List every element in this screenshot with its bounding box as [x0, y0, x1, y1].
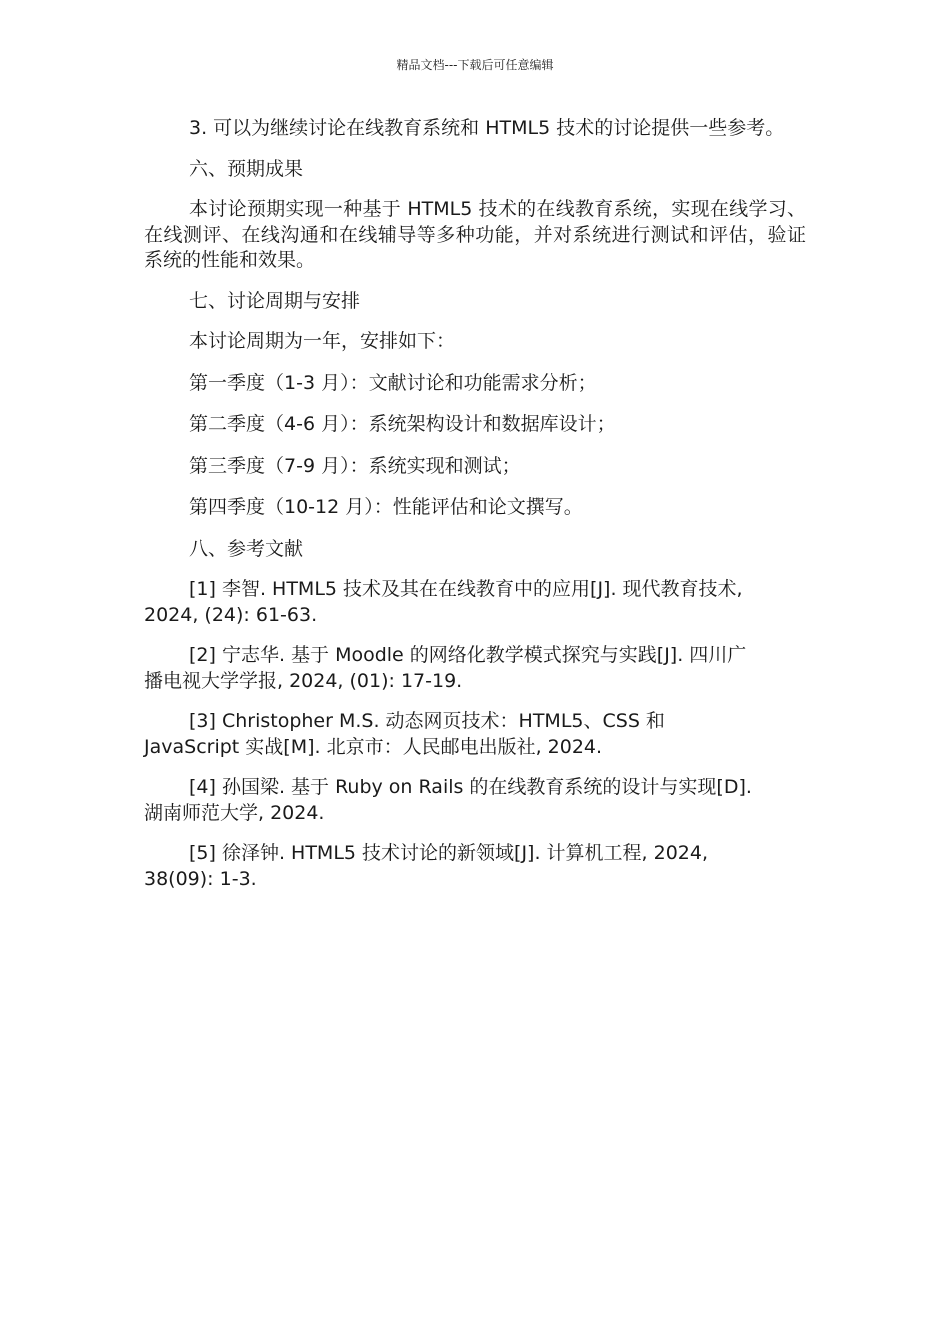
- reference-item: [144, 577, 806, 628]
- reference-item: [144, 643, 806, 694]
- reference-item: [144, 709, 806, 760]
- reference-item: [144, 775, 806, 826]
- reference-line: [3] Christopher M.S. 动态网页技术：HTML5、CSS 和: [189, 710, 665, 732]
- reference-line: 湖南师范大学, 2024.: [144, 801, 325, 824]
- reference-line: 播电视大学学报, 2024, (01): 17-19.: [144, 669, 463, 692]
- section-6-paragraph: 本讨论预期实现一种基于 HTML5 技术的在线教育系统，实现在线学习、在线测评、在线沟通和在线辅导等多种功能，并对系统进行测试和评估，验证系统的性能和效果。: [144, 198, 806, 271]
- reference-line: 38(09): 1-3.: [144, 867, 257, 890]
- document-body: [144, 116, 806, 907]
- reference-line: [4] 孙国梁. 基于 Ruby on Rails 的在线教育系统的设计与实现[D].: [189, 776, 752, 798]
- section-7-heading: 七、讨论周期与安排: [189, 289, 361, 312]
- schedule-item: 第二季度（4-6 月）：系统架构设计和数据库设计；: [189, 413, 616, 435]
- section-8-heading: 八、参考文献: [189, 537, 304, 560]
- section-7-intro: 本讨论周期为一年，安排如下：: [189, 330, 456, 352]
- reference-line: 2024, (24): 61-63.: [144, 603, 318, 626]
- reference-line: [1] 李智. HTML5 技术及其在在线教育中的应用[J]. 现代教育技术,: [189, 578, 743, 600]
- page-header: 精品文档---下载后可任意编辑: [396, 58, 554, 72]
- item-3-paragraph: 3. 可以为继续讨论在线教育系统和 HTML5 技术的讨论提供一些参考。: [189, 117, 785, 139]
- reference-line: JavaScript 实战[M]. 北京市：人民邮电出版社, 2024.: [144, 735, 603, 758]
- reference-line: [5] 徐泽钟. HTML5 技术讨论的新领域[J]. 计算机工程, 2024,: [189, 842, 709, 864]
- schedule-item: 第三季度（7-9 月）：系统实现和测试；: [189, 454, 521, 477]
- schedule-item: 第四季度（10-12 月）：性能评估和论文撰写。: [189, 496, 583, 518]
- reference-line: [2] 宁志华. 基于 Moodle 的网络化教学模式探究与实践[J]. 四川广: [189, 644, 747, 666]
- reference-item: [144, 841, 806, 892]
- section-6-heading: 六、预期成果: [189, 157, 304, 180]
- schedule-item: 第一季度（1-3 月）：文献讨论和功能需求分析；: [189, 371, 597, 394]
